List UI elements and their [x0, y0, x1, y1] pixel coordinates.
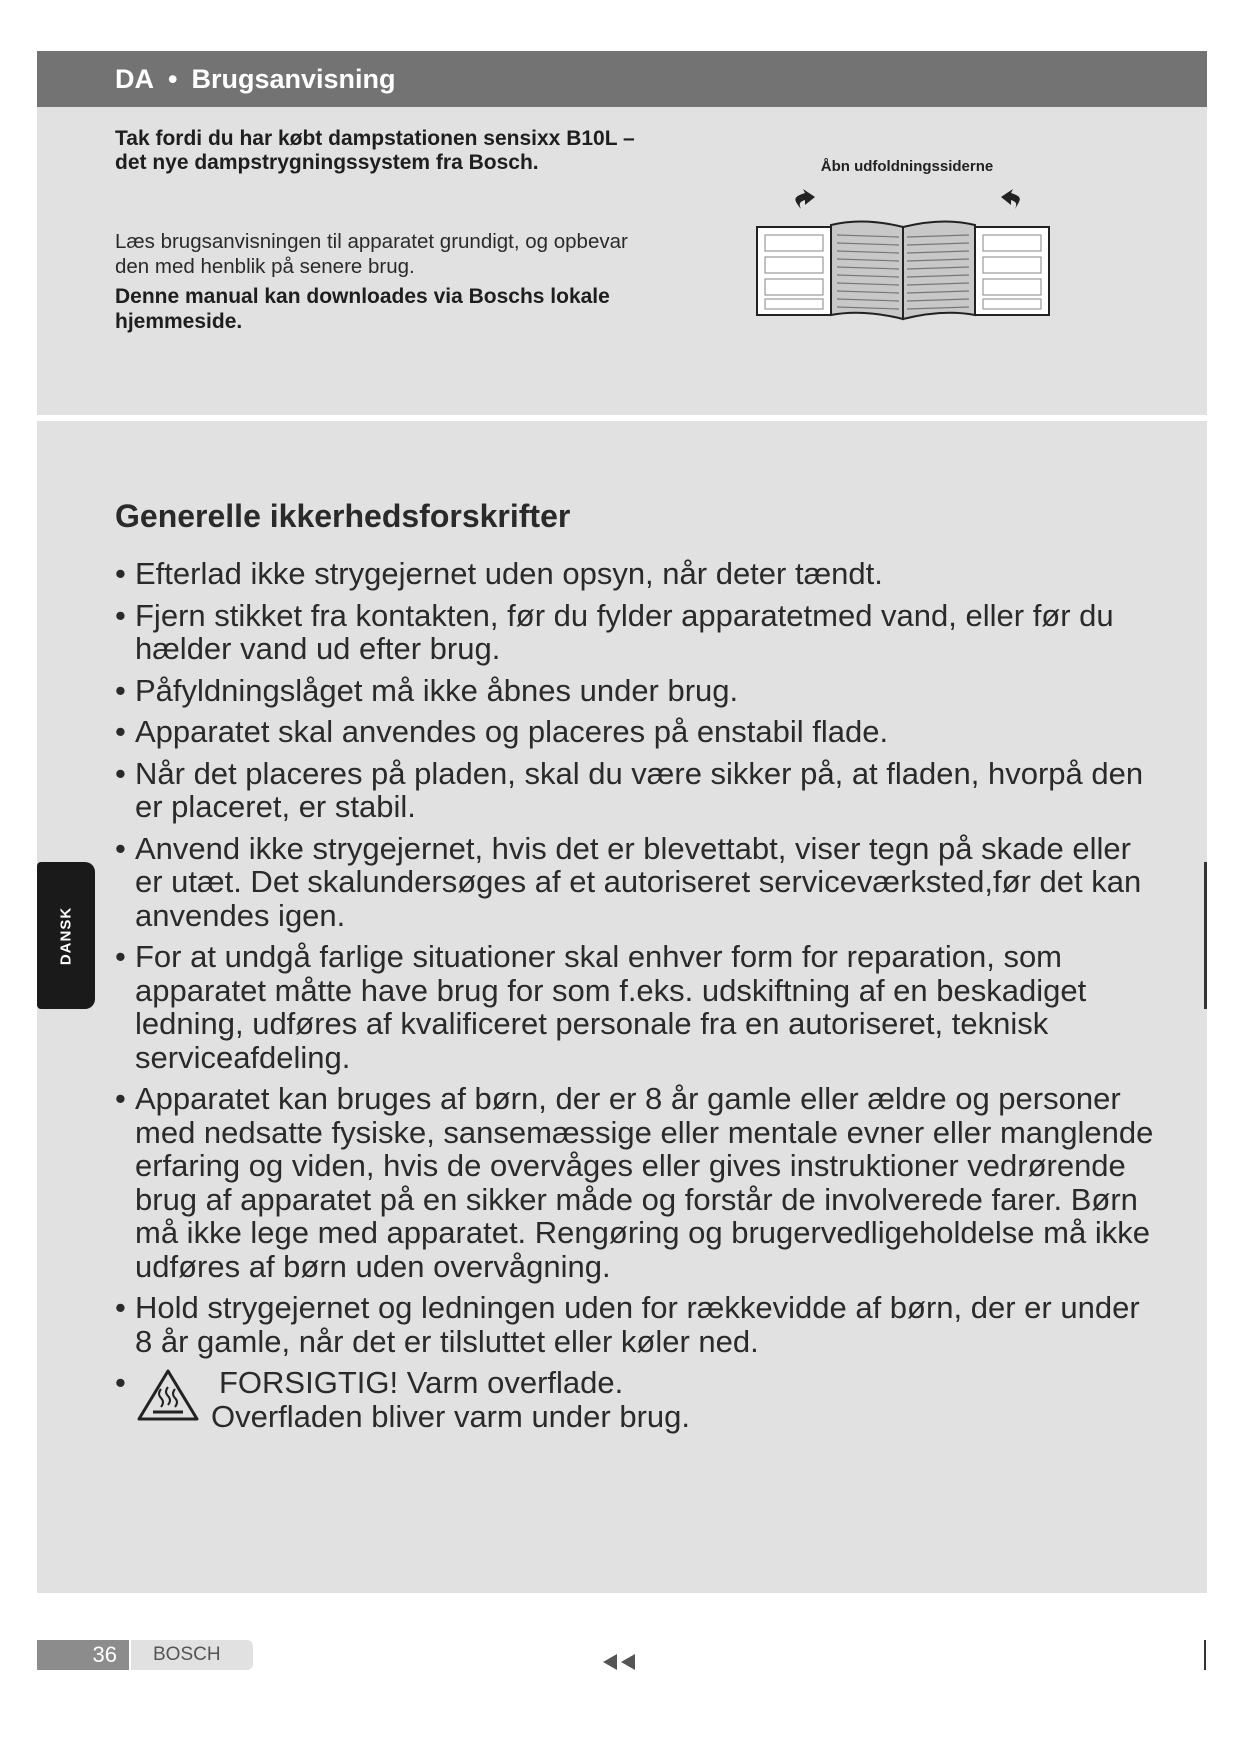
right-edge-marker: [1204, 862, 1207, 1009]
list-item: • Når det placeres på pladen, skal du være sikker på, at fladen, hvorpå den er placeret, er stabil.: [115, 757, 1155, 824]
header-bar: [37, 51, 1207, 107]
warning-item: [115, 1366, 1155, 1433]
language-side-tab: [37, 862, 95, 1009]
list-item: • Apparatet skal anvendes og placeres på enstabil flade.: [115, 715, 1155, 749]
brand-label: BOSCH: [131, 1640, 253, 1670]
header-separator: •: [168, 63, 178, 94]
intro-panel: [37, 107, 1207, 415]
list-item: • Anvend ikke strygejernet, hvis det er blevettabt, viser tegn på skade eller er utæt. Det skalundersøges af et autoriseret serviceværksted,før det kan anvendes igen.: [115, 832, 1155, 933]
warning-title: • FORSIGTIG! Varm overflade.: [219, 1365, 624, 1400]
intro-download-note: Denne manual kan downloades via Boschs lokale hjemmeside.: [115, 285, 610, 333]
previous-page-icon[interactable]: [603, 1653, 637, 1671]
section-title: Generelle ikkerhedsforskrifter: [115, 498, 571, 534]
list-item: • Efterlad ikke strygejernet uden opsyn, når deter tændt.: [115, 557, 1155, 591]
intro-read-instructions: Læs brugsanvisningen til apparatet grundigt, og opbevar den med henblik på senere brug.: [115, 230, 628, 278]
list-item: • Påfyldningslåget må ikke åbnes under brug.: [115, 674, 1155, 708]
safety-panel: [37, 421, 1207, 1593]
open-foldout-book-icon: [753, 183, 1053, 323]
list-item: • For at undgå farlige situationer skal enhver form for reparation, som apparatet måtte have brug for som f.eks. udskiftning af en beskadiget ledning, udføres af kvalificeret personale fra en autoriseret, teknisk serviceafdeling.: [115, 940, 1155, 1074]
hot-surface-warning-icon: [135, 1367, 201, 1423]
warning-text: Overfladen bliver varm under brug.: [211, 1398, 691, 1434]
fold-out-label: Åbn udfoldningssiderne: [820, 158, 994, 175]
intro-thanks: Tak fordi du har købt dampstationen sensixx B10L – det nye dampstrygningssystem fra Bosch.: [115, 127, 635, 174]
header-title: Brugsanvisning: [191, 63, 396, 94]
side-tab-label: DANSK: [57, 906, 75, 965]
right-edge-marker: [1204, 1640, 1206, 1670]
list-item: • Fjern stikket fra kontakten, før du fylder apparatetmed vand, eller før du hælder vand ud efter brug.: [115, 599, 1155, 666]
safety-list: [115, 557, 1155, 1441]
header-language: DA: [115, 63, 154, 94]
list-item: • Hold strygejernet og ledningen uden for rækkevidde af børn, der er under 8 år gamle, når det er tilsluttet eller køler ned.: [115, 1291, 1155, 1358]
page-number: 36: [37, 1640, 129, 1670]
list-item: • Apparatet kan bruges af børn, der er 8 år gamle eller ældre og personer med nedsatte fysiske, sansemæssige eller mentale evner eller manglende erfaring og viden, hvis de overvåges eller gives instruktioner vedrørende brug af apparatet på en sikker måde og forstår de involverede farer. Børn må ikke lege med apparatet. Rengøring og brugervedligeholdelse må ikke udføres af børn uden overvågning.: [115, 1082, 1155, 1283]
